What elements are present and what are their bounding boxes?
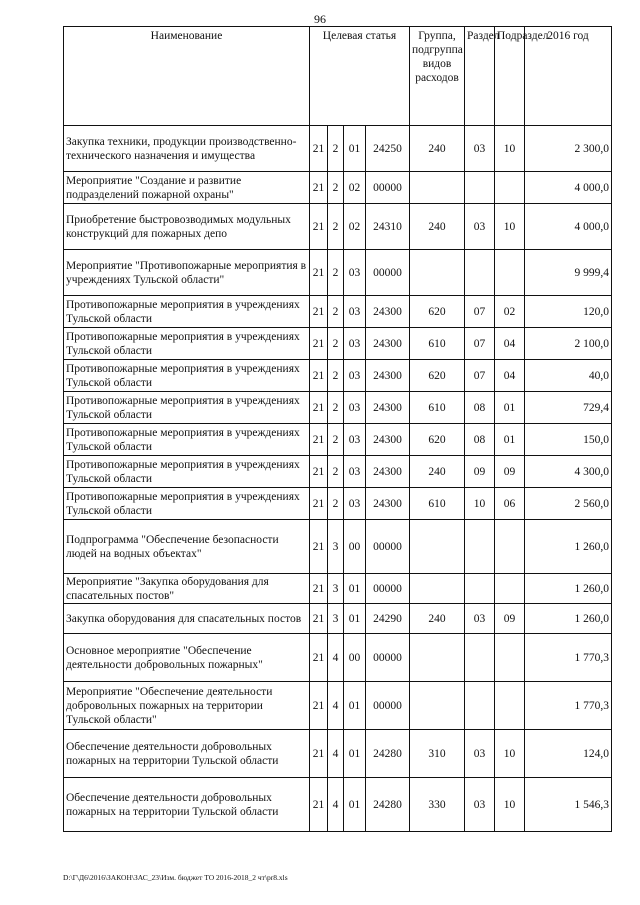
cell-name: Противопожарные мероприятия в учреждениях Тульской области [64,456,310,488]
cell-target-c: 01 [344,604,366,634]
cell-target-d: 24310 [366,204,410,250]
cell-target-b: 3 [328,574,344,604]
cell-target-a: 21 [310,296,328,328]
cell-target-b: 2 [328,392,344,424]
cell-section: 09 [465,456,495,488]
cell-subsection: 04 [495,328,525,360]
cell-target-b: 2 [328,250,344,296]
cell-target-b: 2 [328,204,344,250]
header-year: 2016 год [525,27,612,126]
cell-subsection [495,172,525,204]
cell-amount: 1 260,0 [525,574,612,604]
cell-target-a: 21 [310,634,328,682]
cell-target-d: 00000 [366,250,410,296]
cell-subsection: 10 [495,730,525,778]
cell-subsection [495,520,525,574]
cell-name: Противопожарные мероприятия в учреждениях Тульской области [64,328,310,360]
cell-section: 03 [465,126,495,172]
cell-target-b: 2 [328,172,344,204]
cell-section [465,682,495,730]
cell-target-d: 24290 [366,604,410,634]
cell-target-b: 3 [328,604,344,634]
table-row [64,682,612,730]
cell-target-c: 03 [344,328,366,360]
cell-target-d: 00000 [366,634,410,682]
cell-amount: 1 260,0 [525,604,612,634]
cell-subsection: 01 [495,424,525,456]
cell-target-d: 00000 [366,172,410,204]
cell-name: Обеспечение деятельности добровольных пожарных на территории Тульской области [64,730,310,778]
cell-target-d: 00000 [366,682,410,730]
cell-target-a: 21 [310,456,328,488]
cell-target-b: 2 [328,296,344,328]
cell-group: 610 [410,488,465,520]
cell-target-a: 21 [310,424,328,456]
cell-target-b: 2 [328,126,344,172]
cell-target-b: 2 [328,328,344,360]
cell-section: 03 [465,604,495,634]
cell-amount: 1 260,0 [525,520,612,574]
cell-group: 330 [410,778,465,832]
cell-target-a: 21 [310,328,328,360]
cell-target-a: 21 [310,172,328,204]
cell-section [465,172,495,204]
cell-amount: 2 300,0 [525,126,612,172]
cell-target-d: 24300 [366,488,410,520]
cell-section [465,574,495,604]
cell-target-c: 00 [344,520,366,574]
cell-amount: 2 560,0 [525,488,612,520]
cell-group [410,574,465,604]
cell-group: 620 [410,424,465,456]
cell-section [465,250,495,296]
cell-group: 620 [410,296,465,328]
cell-target-a: 21 [310,574,328,604]
header-section: Раздел [465,27,495,126]
cell-subsection: 09 [495,456,525,488]
cell-target-b: 4 [328,778,344,832]
cell-amount: 1 546,3 [525,778,612,832]
table-header-row [64,27,612,126]
cell-group [410,520,465,574]
cell-subsection [495,634,525,682]
cell-target-c: 03 [344,296,366,328]
cell-section [465,520,495,574]
cell-section: 03 [465,778,495,832]
table-row [64,204,612,250]
cell-group: 240 [410,604,465,634]
cell-name: Подпрограмма "Обеспечение безопасности людей на водных объектах" [64,520,310,574]
cell-target-c: 02 [344,172,366,204]
cell-amount: 729,4 [525,392,612,424]
cell-target-b: 4 [328,634,344,682]
cell-section: 07 [465,360,495,392]
cell-group: 610 [410,328,465,360]
cell-subsection: 10 [495,778,525,832]
cell-section: 08 [465,424,495,456]
cell-target-b: 2 [328,424,344,456]
cell-group: 310 [410,730,465,778]
cell-name: Мероприятие "Создание и развитие подразделений пожарной охраны" [64,172,310,204]
header-name: Наименование [64,27,310,126]
cell-target-a: 21 [310,520,328,574]
table-row [64,778,612,832]
cell-section: 08 [465,392,495,424]
cell-subsection: 01 [495,392,525,424]
cell-target-c: 03 [344,360,366,392]
table-row [64,520,612,574]
cell-target-c: 01 [344,574,366,604]
cell-name: Противопожарные мероприятия в учреждениях Тульской области [64,296,310,328]
cell-subsection: 09 [495,604,525,634]
cell-section: 07 [465,296,495,328]
cell-target-d: 24300 [366,392,410,424]
table-row [64,360,612,392]
cell-name: Мероприятие "Противопожарные мероприятия в учреждениях Тульской области" [64,250,310,296]
cell-subsection: 04 [495,360,525,392]
cell-target-b: 2 [328,360,344,392]
cell-subsection: 10 [495,126,525,172]
cell-group [410,172,465,204]
cell-target-a: 21 [310,778,328,832]
cell-target-d: 00000 [366,574,410,604]
table-row [64,634,612,682]
cell-target-a: 21 [310,360,328,392]
cell-name: Приобретение быстровозводимых модульных конструкций для пожарных депо [64,204,310,250]
cell-target-c: 02 [344,204,366,250]
cell-subsection: 06 [495,488,525,520]
cell-target-b: 4 [328,682,344,730]
cell-section: 03 [465,204,495,250]
cell-amount: 1 770,3 [525,634,612,682]
cell-target-d: 24300 [366,328,410,360]
cell-target-c: 01 [344,682,366,730]
cell-amount: 4 300,0 [525,456,612,488]
cell-name: Противопожарные мероприятия в учреждениях Тульской области [64,424,310,456]
cell-target-a: 21 [310,392,328,424]
cell-section: 07 [465,328,495,360]
cell-target-d: 24300 [366,456,410,488]
cell-target-d: 24280 [366,730,410,778]
cell-target-d: 24250 [366,126,410,172]
table-row [64,250,612,296]
table-row [64,172,612,204]
cell-amount: 120,0 [525,296,612,328]
cell-target-d: 00000 [366,520,410,574]
cell-target-a: 21 [310,126,328,172]
cell-amount: 4 000,0 [525,172,612,204]
cell-name: Закупка оборудования для спасательных постов [64,604,310,634]
cell-subsection: 02 [495,296,525,328]
table-row [64,574,612,604]
cell-amount: 150,0 [525,424,612,456]
header-group: Группа, подгруппа видов расходов [410,27,465,126]
cell-name: Противопожарные мероприятия в учреждениях Тульской области [64,360,310,392]
cell-amount: 2 100,0 [525,328,612,360]
cell-target-b: 2 [328,488,344,520]
cell-name: Противопожарные мероприятия в учреждениях Тульской области [64,392,310,424]
header-subsection: Подраздел [495,27,525,126]
cell-target-c: 01 [344,126,366,172]
cell-amount: 1 770,3 [525,682,612,730]
cell-group: 240 [410,126,465,172]
file-path-footer: D:\Г\Д6\2016\ЗАКОН\ЗАС_23\Изм. бюджет ТО 2016-2018_2 чт\pr8.xls [63,873,288,882]
cell-subsection [495,250,525,296]
cell-target-c: 03 [344,456,366,488]
cell-target-a: 21 [310,604,328,634]
header-target: Целевая статья [310,27,410,126]
cell-target-c: 03 [344,250,366,296]
cell-subsection: 10 [495,204,525,250]
cell-amount: 40,0 [525,360,612,392]
table-row [64,730,612,778]
table-row [64,392,612,424]
cell-target-d: 24300 [366,360,410,392]
cell-name: Основное мероприятие "Обеспечение деятельности добровольных пожарных" [64,634,310,682]
cell-amount: 9 999,4 [525,250,612,296]
cell-group [410,250,465,296]
cell-group [410,634,465,682]
cell-name: Обеспечение деятельности добровольных пожарных на территории Тульской области [64,778,310,832]
cell-name: Мероприятие "Обеспечение деятельности добровольных пожарных на территории Тульской области" [64,682,310,730]
cell-target-b: 2 [328,456,344,488]
cell-target-c: 01 [344,730,366,778]
cell-group: 610 [410,392,465,424]
table-row [64,296,612,328]
cell-target-a: 21 [310,488,328,520]
cell-target-c: 03 [344,424,366,456]
cell-target-c: 00 [344,634,366,682]
budget-table [63,26,612,832]
cell-target-b: 3 [328,520,344,574]
cell-target-a: 21 [310,250,328,296]
cell-target-a: 21 [310,682,328,730]
cell-group: 240 [410,456,465,488]
table-row [64,604,612,634]
cell-target-c: 03 [344,488,366,520]
cell-subsection [495,682,525,730]
cell-target-a: 21 [310,730,328,778]
cell-section: 10 [465,488,495,520]
cell-amount: 4 000,0 [525,204,612,250]
cell-group: 620 [410,360,465,392]
cell-section: 03 [465,730,495,778]
cell-target-d: 24300 [366,424,410,456]
cell-amount: 124,0 [525,730,612,778]
table-row [64,328,612,360]
cell-name: Закупка техники, продукции производственно-технического назначения и имущества [64,126,310,172]
cell-name: Мероприятие "Закупка оборудования для спасательных постов" [64,574,310,604]
table-row [64,424,612,456]
cell-group: 240 [410,204,465,250]
cell-name: Противопожарные мероприятия в учреждениях Тульской области [64,488,310,520]
cell-target-c: 01 [344,778,366,832]
cell-target-d: 24300 [366,296,410,328]
table-row [64,126,612,172]
cell-target-b: 4 [328,730,344,778]
cell-target-c: 03 [344,392,366,424]
page-number: 96 [314,12,326,26]
table-row [64,488,612,520]
cell-subsection [495,574,525,604]
cell-section [465,634,495,682]
table-row [64,456,612,488]
cell-target-a: 21 [310,204,328,250]
cell-group [410,682,465,730]
cell-target-d: 24280 [366,778,410,832]
